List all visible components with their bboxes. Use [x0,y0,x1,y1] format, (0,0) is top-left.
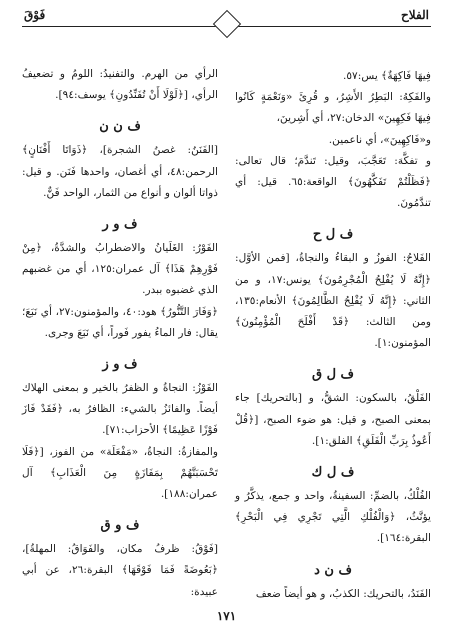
entry-paragraph: الفَنَدُ، بالتحريك: الكذبُ، و هو أيضاً ضعف [255,587,431,600]
root-heading: ف ن ن [99,119,141,135]
root-heading: ف و ر [102,217,138,233]
entry-paragraph: الفَوْزُ: النجاةُ و الظفرُ بالخير و بمعنى الهلاك أيضاً. والفائزُ بالشيء: الظافرُ به، ﴿فَقَدْ فَازَ فَوْزًا عَظِيمًا﴾ الأحزاب:٧١]. [22,382,218,437]
entry-paragraph: الفَلاحُ: الفوزُ و البقاءُ والنجاةُ، [فمن الأوَّل: ﴿إِنَّهُ لَا يُفْلِحُ الْمُجْرِمُونَ﴾ يونس:١٧، و من الثاني: ﴿إِنَّهُ لَا يُفْلِحُ الظَّالِمُونَ﴾ الأنعام:١٣٥، ومن الثالث: ﴿قَدْ أَفْلَحَ الْمُؤْمِنُونَ﴾ المؤمنون:١]. [235,252,431,350]
right-column [235,66,431,605]
root-heading: ف و ق [100,518,140,534]
entry-paragraph: والفَكِهُ: البَطِرُ الأَشِرُ، و قُرِئَ «وَنَعْمَةٍ كَانُوا فِيهَا فَكِهِينَ» الدخان:٢٧، أي أَشِرينَ، [235,91,431,125]
header-diamond-ornament [212,10,240,38]
entry-paragraph: [الفَنَنُ: غصنُ الشجرة]، ﴿ذَوَاتَا أَفْنَانٍ﴾ الرحمن:٤٨، أي أغصان، واحدها فَنَن. و قيل: ذواتا ألوان و أنواع من الثمار، الواحد فَنٌّ. [22,144,218,199]
header-last-word: فَوْقَ [24,8,46,22]
entry-paragraph: [فَوْقُ: ظرفُ مكان، والفَوَاقُ: المهلةُ]، ﴿بَعُوضَةً فَمَا فَوْقَهَا﴾ البقرة:٢٦، عن أبي عبيدة: [22,543,218,598]
entry-paragraph: الفَوْرُ: الغَلَيانُ والاضطرابُ والشدَّةُ، ﴿مِنْ فَوْرِهِمْ هَذَا﴾ آل عمران:١٢٥، أي من غضبهم الذي غضبوه ببدر. [22,242,218,297]
entry-paragraph: فِيهَا فَاكِهَةٌ﴾ يس:٥٧. [342,70,431,82]
root-heading: ف و ز [102,357,138,373]
root-heading: ف ل ك [311,465,355,481]
entry-paragraph: و تفكَّهَ: تَعَجَّبَ، وقيل: تَندَّمَ؛ قال تعالى: ﴿فَظَلْتُمْ تَفَكَّهُونَ﴾ الواقعة:٦٥. قيل: أي تندَّمُونَ. [235,154,431,210]
entry-paragraph: و«فَاكِهِينَ»، أي ناعمين. [328,133,431,146]
page-number: ١٧١ [216,609,237,623]
root-heading: ف ن د [314,562,352,578]
left-column [22,64,218,603]
page-header [22,8,431,34]
header-first-word: الفلاح [401,8,429,22]
entry-paragraph: ﴿وَفَارَ التَّنُّورُ﴾ هود:٤٠، والمؤمنون:٢٧، أي نَبَعَ؛ يقال: فار الماءُ يفور فَوراً، أي نَبَعَ وجرى. [22,305,218,339]
root-heading: ف ل ح [312,227,354,243]
entry-paragraph: الفُلْكُ، بالضمِّ: السفينةُ، واحد و جمع، يذكَّرُ و يؤنَّثُ، ﴿وَالْفُلْكِ الَّتِي تَجْرِي فِي الْبَحْرِ﴾ البقرة:١٦٤]. [235,490,431,545]
entry-paragraph: والمفازةُ: النجاةُ، «مَفْعَلَة» من الفوز، [﴿فَلَا تَحْسَبَنَّهُمْ بِمَفَازَةٍ مِنَ الْعَذَابِ﴾ آل عمران:١٨٨]. [22,445,218,501]
entry-paragraph: الرأي من الهرم. والتفنيدُ: اللومُ و تضعيفُ الرأي، [﴿لَوْلَا أَنْ تُفَنِّدُونِ﴾ يوسف:٩٤]. [22,68,218,102]
entry-paragraph: الفَلْقُ، بالسكون: الشقُّ، و [بالتحريك] جاء بمعنى الصبح، و قيل: هو ضوء الصبح، [﴿قُلْ أَعُوذُ بِرَبِّ الْفَلَقِ﴾ الفلق:١]. [235,392,431,447]
root-heading: ف ل ق [311,367,355,383]
